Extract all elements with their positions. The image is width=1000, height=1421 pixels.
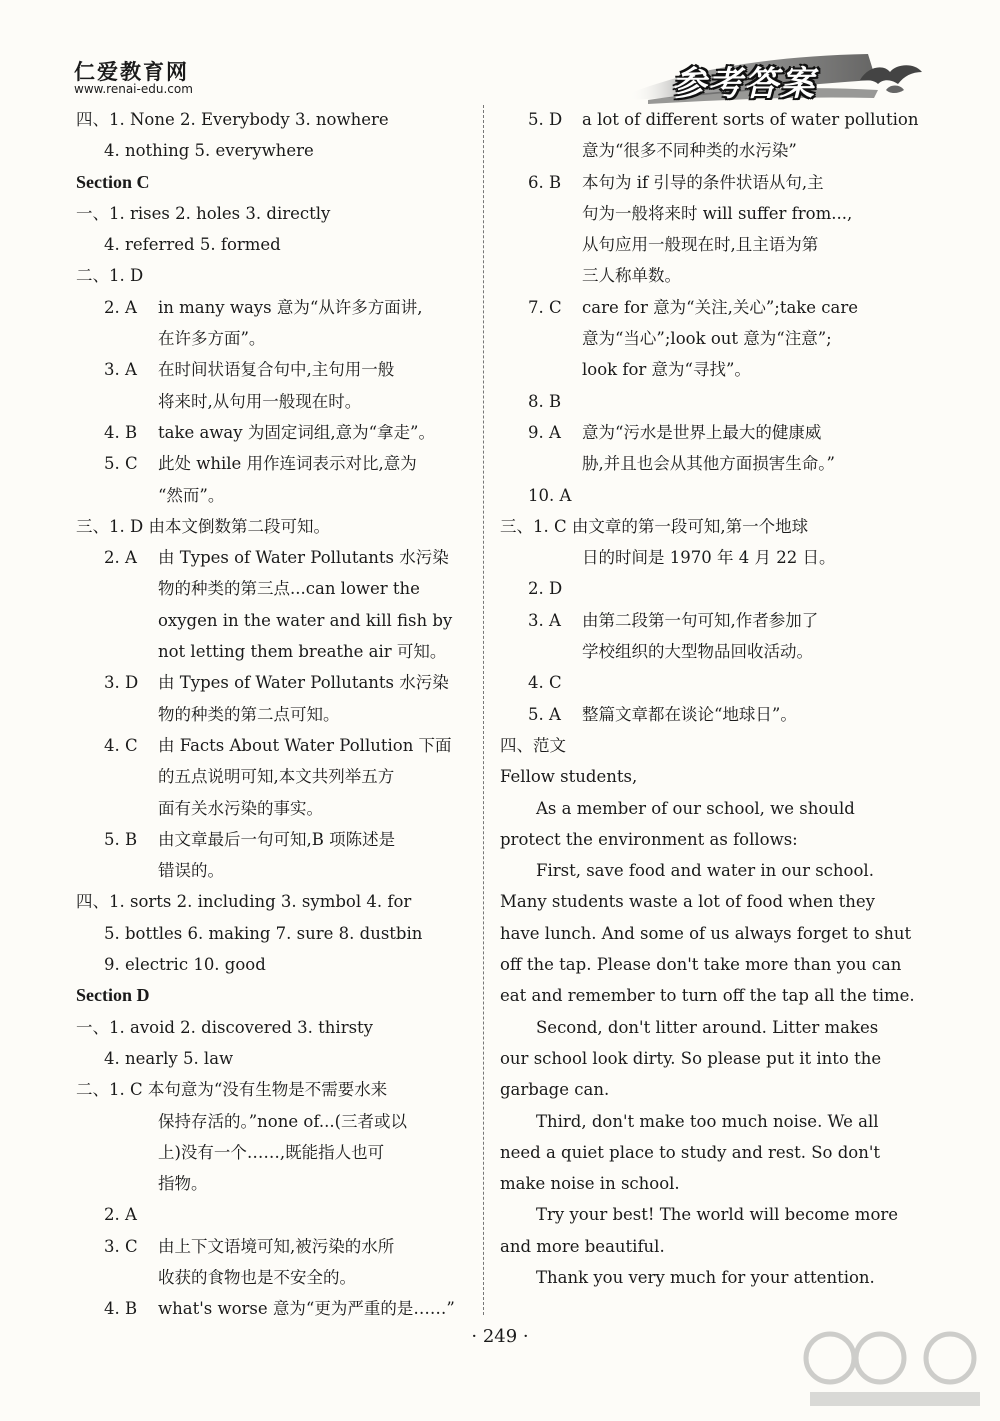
explanation-text: in many ways 意为“从许多方面讲, [158,297,423,317]
answer-line: 4. nearly 5. law [104,1048,234,1068]
essay-line: protect the environment as follows: [500,829,798,849]
answer-explanation-line [500,417,892,448]
column-divider [483,105,484,1315]
question-number: 4. B [104,422,138,442]
explanation-text: a lot of different sorts of water pollution [582,110,919,129]
answer-line: 9. electric 10. good [104,955,266,975]
explanation-continuation: oxygen in the water and kill fish by [158,610,453,630]
explanation-text: 整篇文章都在谈论“地球日”。 [582,704,797,724]
answer-line: 2. A [104,1205,137,1225]
explanation-continuation: 胁,并且也会从其他方面损害生命。” [582,454,835,474]
explanation-continuation: 句为一般将来时 will suffer from..., [582,203,853,223]
section-heading: Section D [76,985,150,1006]
question-number: 5. D [528,110,563,129]
question-number: 2. A [104,548,137,568]
answer-group-line: 四、范文 [500,735,566,755]
essay-line: need a quiet place to study and rest. So don't [500,1142,881,1162]
question-number: 6. B [528,172,562,192]
explanation-text: care for 意为“关注,关心”;take care [582,297,859,317]
explanation-continuation: 上)没有一个……,既能指人也可 [158,1142,385,1162]
question-number: 3. A [104,360,137,380]
essay-line: off the tap. Please don't take more than you can [500,955,902,975]
explanation-text: 由 Types of Water Pollutants 水污染 [158,673,449,693]
answer-explanation-line [76,667,468,698]
question-number: 7. C [528,297,562,317]
explanation-continuation: 意为“当心”;look out 意为“注意”; [582,329,832,349]
explanation-continuation: 面有关水污染的事实。 [158,798,323,818]
explanation-continuation: 将来时,从句用一般现在时。 [158,391,362,411]
question-number: 4. B [104,1299,138,1319]
essay-paragraph-start: First, save food and water in our school. [536,861,874,881]
site-url: www.renai-edu.com [74,82,193,96]
banner-title: 参考答案 [672,64,816,104]
answer-explanation-line [76,1293,468,1324]
essay-line: and more beautiful. [500,1236,665,1256]
essay-paragraph-start: Thank you very much for your attention. [536,1267,875,1287]
answer-line: 10. A [528,485,572,505]
question-number: 3. C [104,1236,138,1256]
question-number: 5. A [528,704,561,724]
explanation-text: take away 为固定词组,意为“拿走”。 [158,422,435,442]
answer-explanation-line [76,730,468,761]
answer-explanation-line [76,448,468,479]
page-header [0,0,1000,105]
answer-group-line: 二、1. C 本句意为“没有生物是不需要水来 [76,1080,388,1100]
explanation-continuation: 学校组织的大型物品回收活动。 [582,642,813,662]
explanation-text: 由上下文语境可知,被污染的水所 [158,1236,395,1256]
essay-paragraph-start: As a member of our school, we should [536,798,855,818]
answer-explanation-line [76,1231,468,1262]
essay-line: garbage can. [500,1080,610,1100]
question-number: 2. A [104,297,137,317]
question-number: 5. C [104,454,138,474]
watermark-logo-icon [800,1328,990,1413]
explanation-continuation: look for 意为“寻找”。 [582,360,751,380]
explanation-continuation: 物的种类的第三点...can lower the [158,579,420,599]
answer-group-line: 三、1. D 由本文倒数第二段可知。 [76,516,330,536]
answer-explanation-line [76,417,468,448]
answer-explanation-line [500,167,892,198]
answer-line: 4. C [528,673,562,693]
explanation-continuation: 保持存活的。”none of...(三者或以 [158,1111,408,1131]
answer-explanation-line [76,292,468,323]
answer-group-line: 一、1. rises 2. holes 3. directly [76,203,331,223]
answer-explanation-line [500,104,919,135]
page-number: · 249 · [471,1326,529,1347]
site-name: 仁爱教育网 [74,59,189,84]
question-number: 4. C [104,735,138,755]
answer-line: 4. nothing 5. everywhere [104,141,314,161]
explanation-text: 在时间状语复合句中,主句用一般 [158,360,395,380]
essay-line: have lunch. And some of us always forget to shut [500,923,912,943]
left-column [76,104,468,1325]
explanation-text: 意为“污水是世界上最大的健康威 [582,422,822,442]
answer-explanation-line [76,542,468,573]
explanation-text: 由第二段第一句可知,作者参加了 [582,610,819,630]
answer-banner [628,50,928,106]
answer-group-line: 二、1. D [76,266,144,286]
explanation-text: 本句为 if 引导的条件状语从句,主 [582,172,824,192]
explanation-continuation: 错误的。 [158,861,224,881]
essay-line: our school look dirty. So please put it into the [500,1048,882,1068]
essay-paragraph-start: Second, don't litter around. Litter makes [536,1017,879,1037]
section-heading: Section C [76,171,150,192]
explanation-continuation: 物的种类的第二点可知。 [158,704,340,724]
explanation-continuation: “然而”。 [158,485,225,505]
answer-group-line: 一、1. avoid 2. discovered 3. thirsty [76,1017,374,1037]
question-number: 3. D [104,673,139,693]
explanation-text: what's worse 意为“更为严重的是……” [158,1299,455,1319]
answer-line: 2. D [528,579,563,599]
explanation-continuation: 意为“很多不同种类的水污染” [582,141,797,161]
essay-paragraph-start: Third, don't make too much noise. We all [536,1111,879,1131]
explanation-text: 由 Types of Water Pollutants 水污染 [158,548,449,568]
explanation-continuation: 三人称单数。 [582,266,681,286]
essay-line: Fellow students, [500,767,638,787]
answer-explanation-line [500,292,892,323]
essay-line: eat and remember to turn off the tap all the time. [500,986,915,1006]
answer-group-line: 三、1. C 由文章的第一段可知,第一个地球 [500,516,809,536]
question-number: 9. A [528,422,561,442]
essay-line: make noise in school. [500,1174,680,1194]
answer-group-line: 四、1. sorts 2. including 3. symbol 4. for [76,892,412,912]
answer-explanation-line [500,605,892,636]
essay-paragraph-start: Try your best! The world will become more [536,1205,899,1225]
explanation-text: 由文章最后一句可知,B 项陈述是 [158,829,396,849]
answer-line: 5. bottles 6. making 7. sure 8. dustbin [104,923,423,943]
explanation-continuation: 从句应用一般现在时,且主语为第 [582,235,819,255]
explanation-continuation: 的五点说明可知,本文共列举五方 [158,767,395,787]
essay-line: Many students waste a lot of food when they [500,892,875,912]
right-column [500,104,919,1293]
question-number: 5. B [104,829,138,849]
answer-explanation-line [76,824,468,855]
answer-line: 4. referred 5. formed [104,235,281,255]
explanation-continuation: 在许多方面”。 [158,329,266,349]
explanation-text: 由 Facts About Water Pollution 下面 [158,735,452,755]
answer-line: 8. B [528,391,562,411]
question-number: 3. A [528,610,561,630]
explanation-continuation: not letting them breathe air 可知。 [158,642,447,662]
explanation-continuation: 日的时间是 1970 年 4 月 22 日。 [582,548,836,568]
answer-explanation-line [500,699,892,730]
explanation-text: 此处 while 用作连词表示对比,意为 [158,454,417,474]
explanation-continuation: 指物。 [158,1174,208,1194]
answer-group-line: 四、1. None 2. Everybody 3. nowhere [76,110,389,129]
explanation-continuation: 收获的食物也是不安全的。 [158,1267,356,1287]
answer-explanation-line [76,354,468,385]
